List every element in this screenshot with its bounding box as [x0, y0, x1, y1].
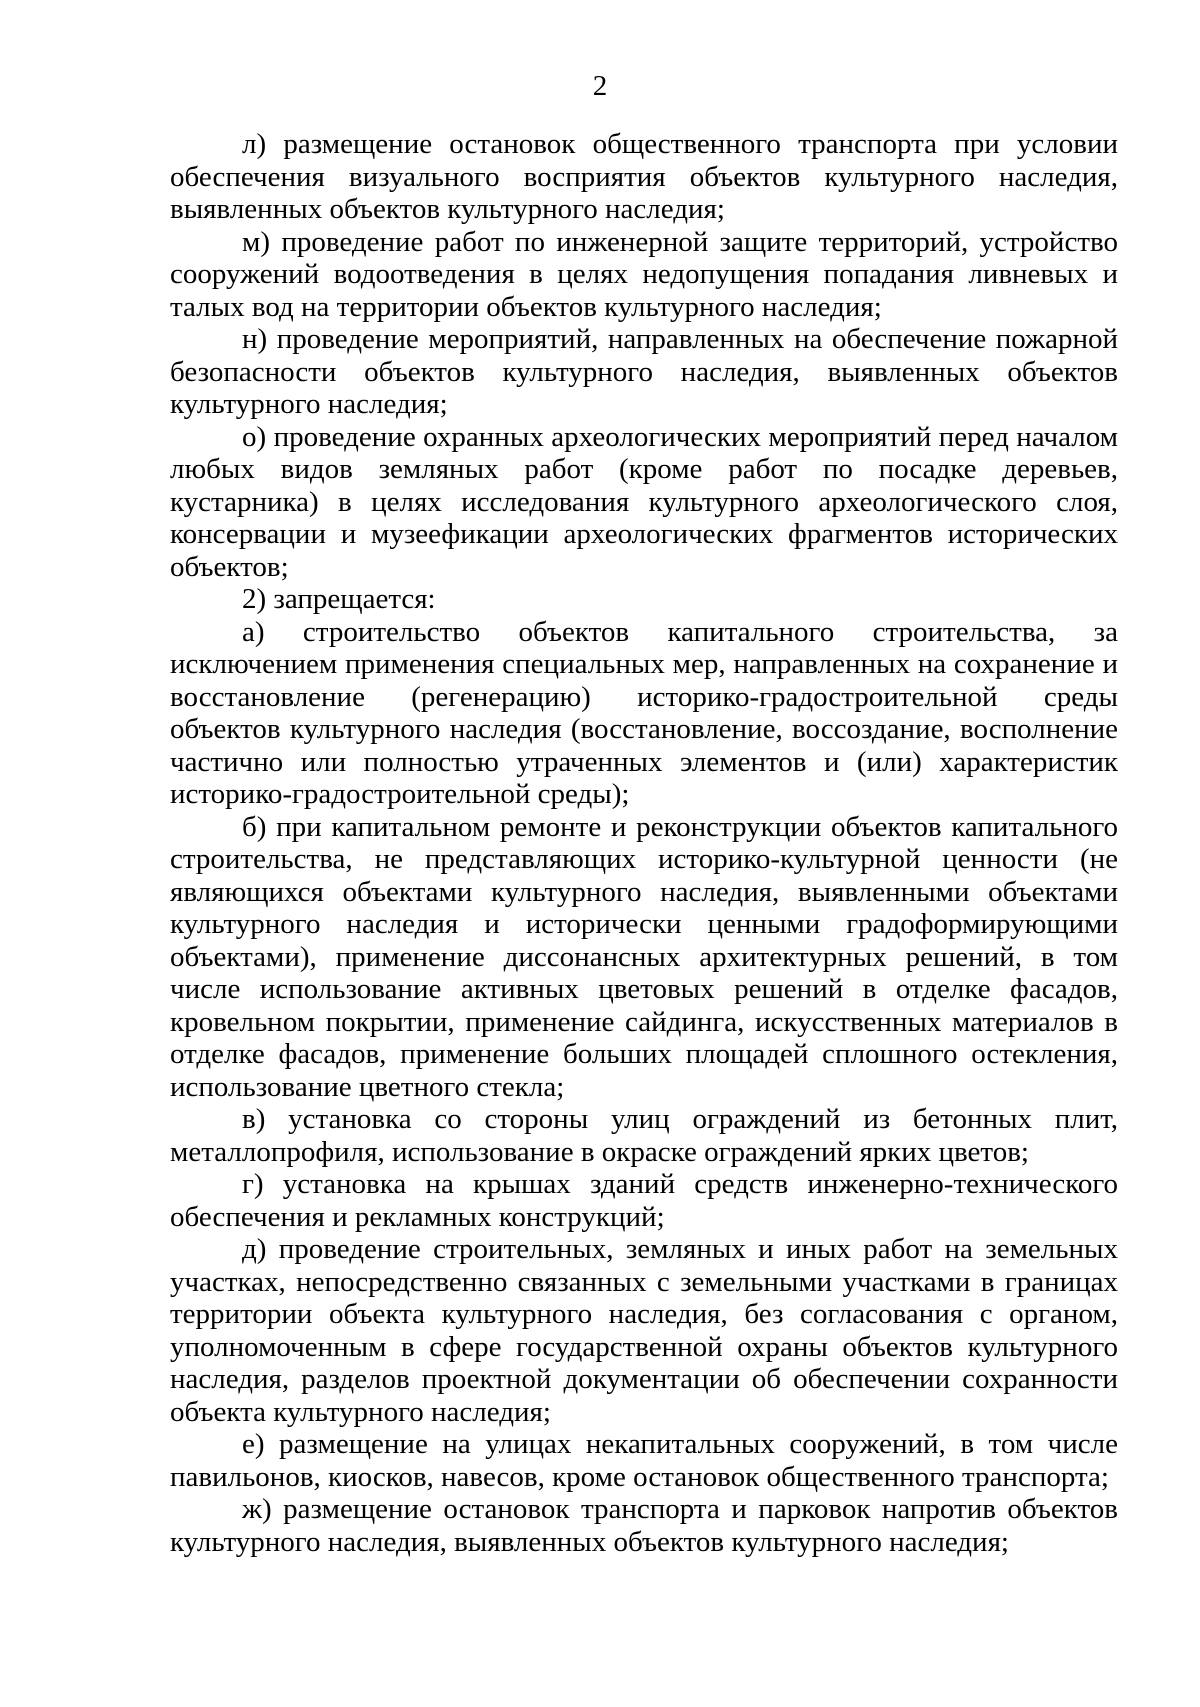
paragraph-b: б) при капитальном ремонте и реконструкции объектов капитального строительства, не представляющих историко-культурной ценности (не являющихся объектами культурного наследия, выявленными объектами культурного наследия и исторически ценными градоформирующими объектами), применение диссонансных архитектурных решений, в том числе использование активных цветовых решений в отделке фасадов, кровельном покрытии, применение сайдинга, искусственных материалов в отделке фасадов, применение больших площадей сплошного остекления, использование цветного стекла; [170, 810, 1118, 1103]
paragraph-m: м) проведение работ по инженерной защите территорий, устройство сооружений водоотведения в целях недопущения попадания ливневых и талых вод на территории объектов культурного наследия; [170, 225, 1118, 323]
paragraph-zh: ж) размещение остановок транспорта и парковок напротив объектов культурного наследия, выявленных объектов культурного наследия; [170, 1493, 1118, 1558]
paragraph-g: г) установка на крышах зданий средств инженерно-технического обеспечения и рекламных конструкций; [170, 1168, 1118, 1233]
paragraph-o: о) проведение охранных археологических мероприятий перед началом любых видов земляных работ (кроме работ по посадке деревьев, кустарника) в целях исследования культурного археологического слоя, консервации и музеефикации археологических фрагментов исторических объектов; [170, 420, 1118, 583]
paragraph-v: в) установка со стороны улиц ограждений из бетонных плит, металлопрофиля, использование в окраске ограждений ярких цветов; [170, 1103, 1118, 1168]
document-body [170, 128, 1118, 1558]
paragraph-prohibited-heading: 2) запрещается: [242, 583, 436, 615]
paragraph-n: н) проведение мероприятий, направленных на обеспечение пожарной безопасности объектов культурного наследия, выявленных объектов культурного наследия; [170, 323, 1118, 420]
paragraph-l: л) размещение остановок общественного транспорта при условии обеспечения визуального восприятия объектов культурного наследия, выявленных объектов культурного наследия; [170, 128, 1118, 225]
paragraph-d: д) проведение строительных, земляных и иных работ на земельных участках, непосредственно связанных с земельными участками в границах территории объекта культурного наследия, без согласования с органом, уполномоченным в сфере государственной охраны объектов культурного наследия, разделов проектной документации об обеспечении сохранности объекта культурного наследия; [170, 1233, 1118, 1428]
paragraph-e: е) размещение на улицах некапитальных сооружений, в том числе павильонов, киосков, навесов, кроме остановок общественного транспорта; [170, 1428, 1118, 1493]
page-number: 2 [592, 70, 608, 102]
paragraph-a: а) строительство объектов капитального строительства, за исключением применения специальных мер, направленных на сохранение и восстановление (регенерацию) историко-градостроительной среды объектов культурного наследия (восстановление, воссоздание, восполнение частично или полностью утраченных элементов и (или) характеристик историко-градостроительной среды); [170, 615, 1118, 810]
